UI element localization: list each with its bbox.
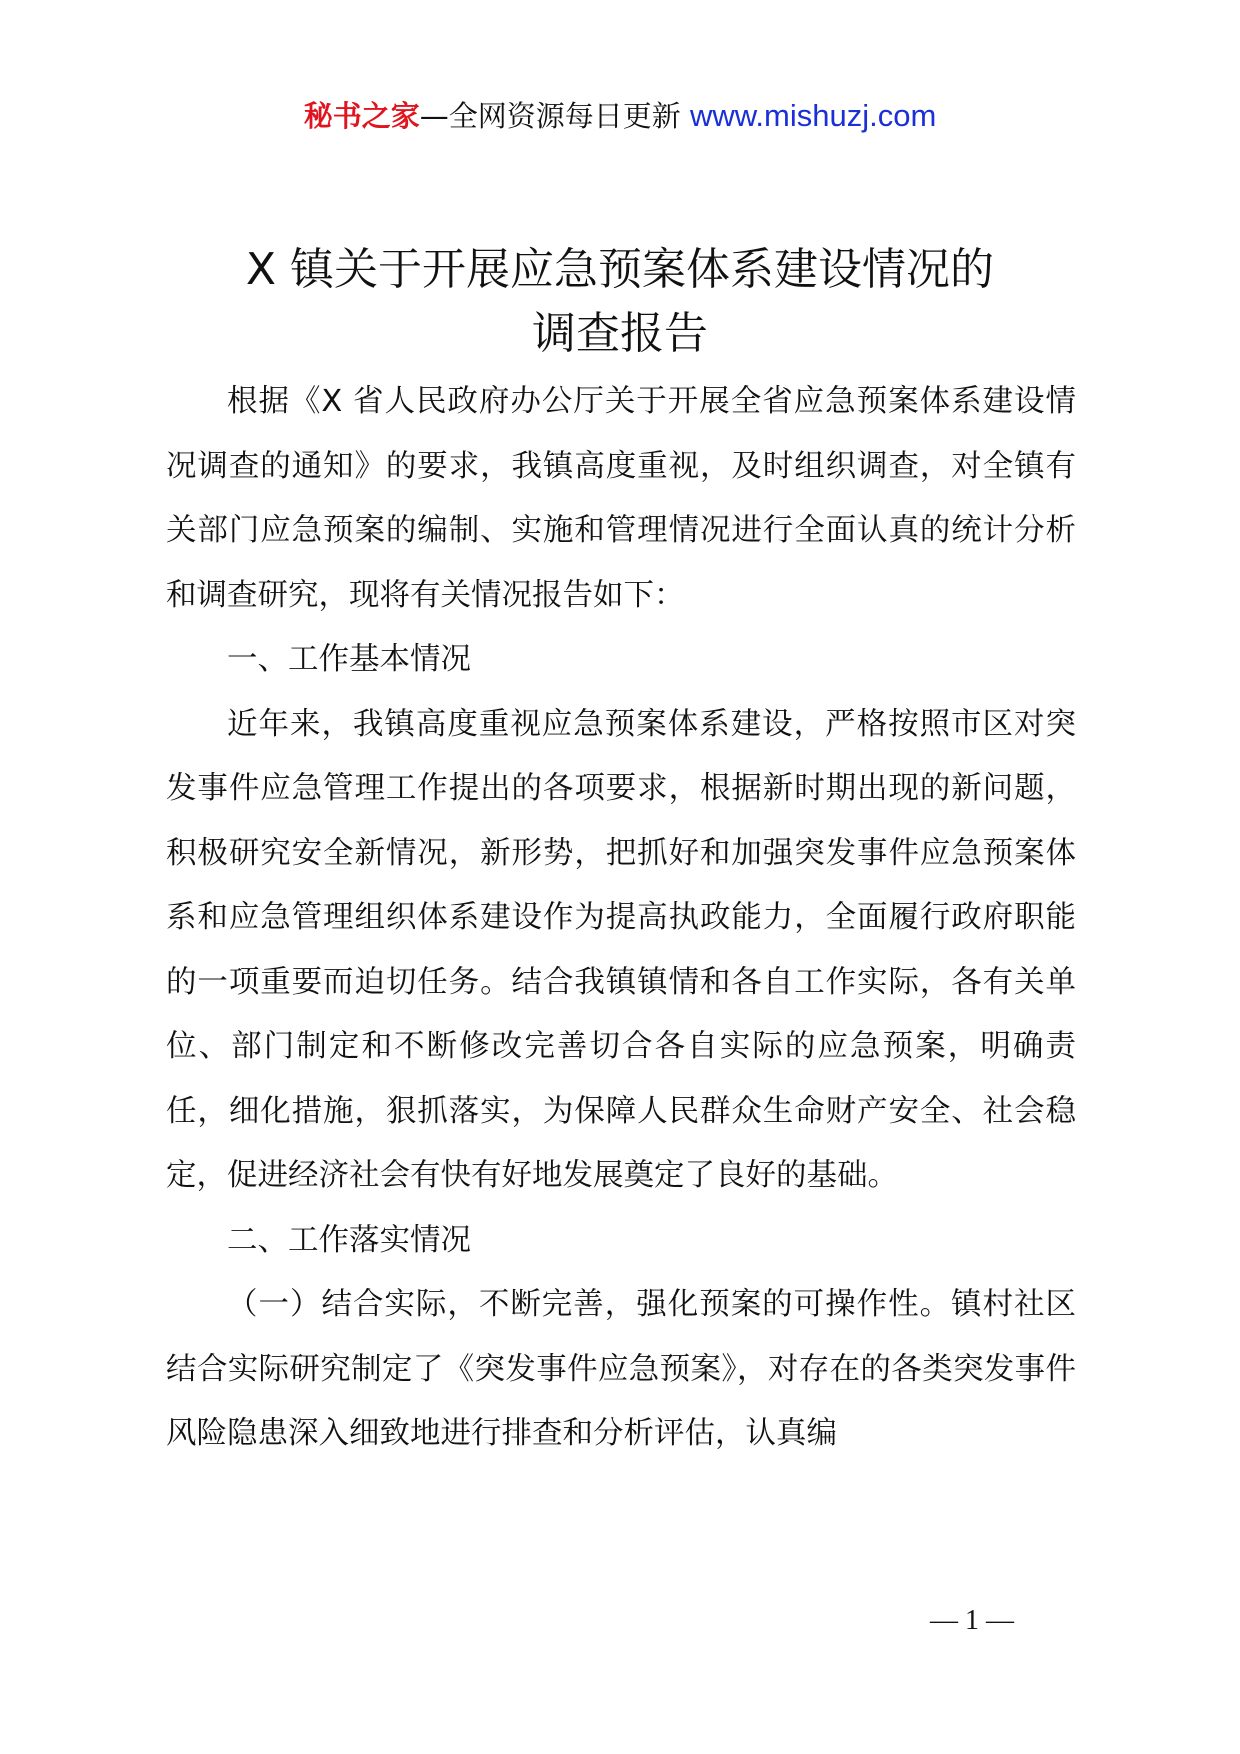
- document-body: [166, 370, 1076, 1467]
- intro-paragraph: 根据《X 省人民政府办公厅关于开展全省应急预案体系建设情况调查的通知》的要求，我镇高度重视，及时组织调查，对全镇有关部门应急预案的编制、实施和管理情况进行全面认真的统计分析和调查研究，现将有关情况报告如下：: [166, 384, 1076, 613]
- document-title: [0, 238, 1240, 366]
- site-header: [0, 98, 1240, 134]
- section-heading-2: 二、工作落实情况: [227, 1222, 471, 1258]
- document-title-line-2: 调查报告: [532, 308, 708, 359]
- site-brand: 秘书之家: [303, 99, 420, 133]
- body-paragraph: 近年来，我镇高度重视应急预案体系建设，严格按照市区对突发事件应急管理工作提出的各项要求，根据新时期出现的新问题，积极研究安全新情况，新形势，把抓好和加强突发事件应急预案体系和应急管理组织体系建设作为提高执政能力，全面履行政府职能的一项重要而迫切任务。结合我镇镇情和各自工作实际，各有关单位、部门制定和不断修改完善切合各自实际的应急预案，明确责任，细化措施，狠抓落实，为保障人民群众生命财产安全、社会稳定，促进经济社会有快有好地发展奠定了良好的基础。: [166, 706, 1076, 1193]
- document-title-line-1: X 镇关于开展应急预案体系建设情况的: [245, 244, 995, 295]
- site-tagline: —全网资源每日更新: [419, 99, 681, 133]
- site-url-link[interactable]: www.mishuzj.com: [689, 98, 937, 133]
- body-paragraph: （一）结合实际，不断完善，强化预案的可操作性。镇村社区结合实际研究制定了《突发事件应急预案》，对存在的各类突发事件风险隐患深入细致地进行排查和分析评估，认真编: [166, 1287, 1076, 1451]
- section-heading-1: 一、工作基本情况: [227, 642, 471, 677]
- page-number: — 1 —: [930, 1605, 1014, 1636]
